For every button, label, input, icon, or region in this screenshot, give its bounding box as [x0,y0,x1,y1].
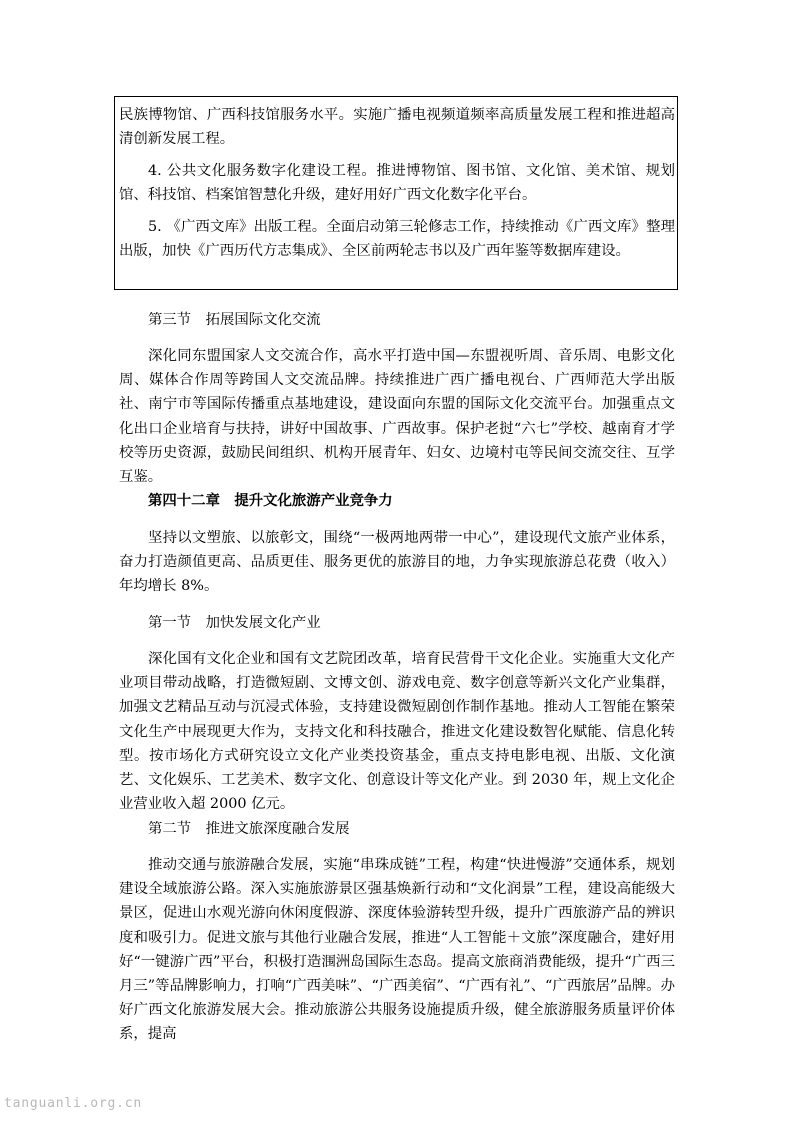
section-3-heading: 第三节 拓展国际文化交流 [148,312,321,328]
section-1-body: 深化国有文化企业和国有文艺院团改革，培育民营骨干文化企业。实施重大文化产业项目带动战略，打造微短剧、文博文创、游戏电竞、数字创意等新兴文化产业集群，加强文艺精品互动与沉浸式体验，支持建设微短剧创作制作基地。推动人工智能在繁荣文化生产中展现更大作为，支持文化和科技融合，推进文化建设数智化赋能、信息化转型。按市场化方式研究设立文化产业类投资基金，重点支持电影电视、出版、文化演艺、文化娱乐、工艺美术、数字文化、创意设计等文化产业。到 2030 年，规上文化企业营业收入超 2000 亿元。 [119,651,675,813]
section-1-heading: 第一节 加快发展文化产业 [148,615,321,631]
box-paragraph-1: 民族博物馆、广西科技馆服务水平。实施广播电视频道频率高质量发展工程和推进超高清创新发展工程。 [119,107,675,148]
chapter-42-body: 坚持以文塑旅、以旅彰文，围绕“一极两地两带一中心”，建设现代文旅产业体系，奋力打造颜值更高、品质更佳、服务更优的旅游目的地，力争实现旅游总花费（收入）年均增长 8%。 [119,530,675,595]
section-2-body: 推动交通与旅游融合发展，实施“串珠成链”工程，构建“快进慢游”交通体系，规划建设全域旅游公路。深入实施旅游景区强基焕新行动和“文化润景”工程，建设高能级大景区，促进山水观光游向休闲度假游、深度体验游转型升级，提升广西旅游产品的辨识度和吸引力。促进文旅与其他行业融合发展，推进“人工智能＋文旅”深度融合，建好用好“一键游广西”平台，积极打造涠洲岛国际生态岛。提高文旅商消费能级，提升“广西三月三”等品牌影响力，打响“广西美味”、“广西美宿”、“广西有礼”、“广西旅居”品牌。办好广西文化旅游发展大会。推动旅游公共服务设施提质升级，健全旅游服务质量评价体系，提高 [119,857,675,1043]
section-3-body: 深化同东盟国家人文交流合作，高水平打造中国—东盟视听周、音乐周、电影文化周、媒体合作周等跨国人文交流品牌。持续推进广西广播电视台、广西师范大学出版社、南宁市等国际传播重点基地建设，建设面向东盟的国际文化交流平台。加强重点文化出口企业培育与扶持，讲好中国故事、广西故事。保护老挝“六七”学校、越南育才学校等历史资源，鼓励民间组织、机构开展青年、妇女、边境村屯等民间交流交往、互学互鉴。 [119,348,675,486]
section-2-heading: 第二节 推进文旅深度融合发展 [148,821,350,837]
box-paragraph-3: 5. 《广西文库》出版工程。全面启动第三轮修志工作，持续推动《广西文库》整理出版，加快《广西历代方志集成》、全区前两轮志书以及广西年鉴等数据库建设。 [119,219,675,260]
chapter-42-heading: 第四十二章 提升文化旅游产业竞争力 [148,493,393,509]
watermark-text: tanguanli.org.cn [4,1096,143,1111]
box-paragraph-2: 4. 公共文化服务数字化建设工程。推进博物馆、图书馆、文化馆、美术馆、规划馆、科技馆、档案馆智慧化升级，建好用好广西文化数字化平台。 [119,163,675,204]
